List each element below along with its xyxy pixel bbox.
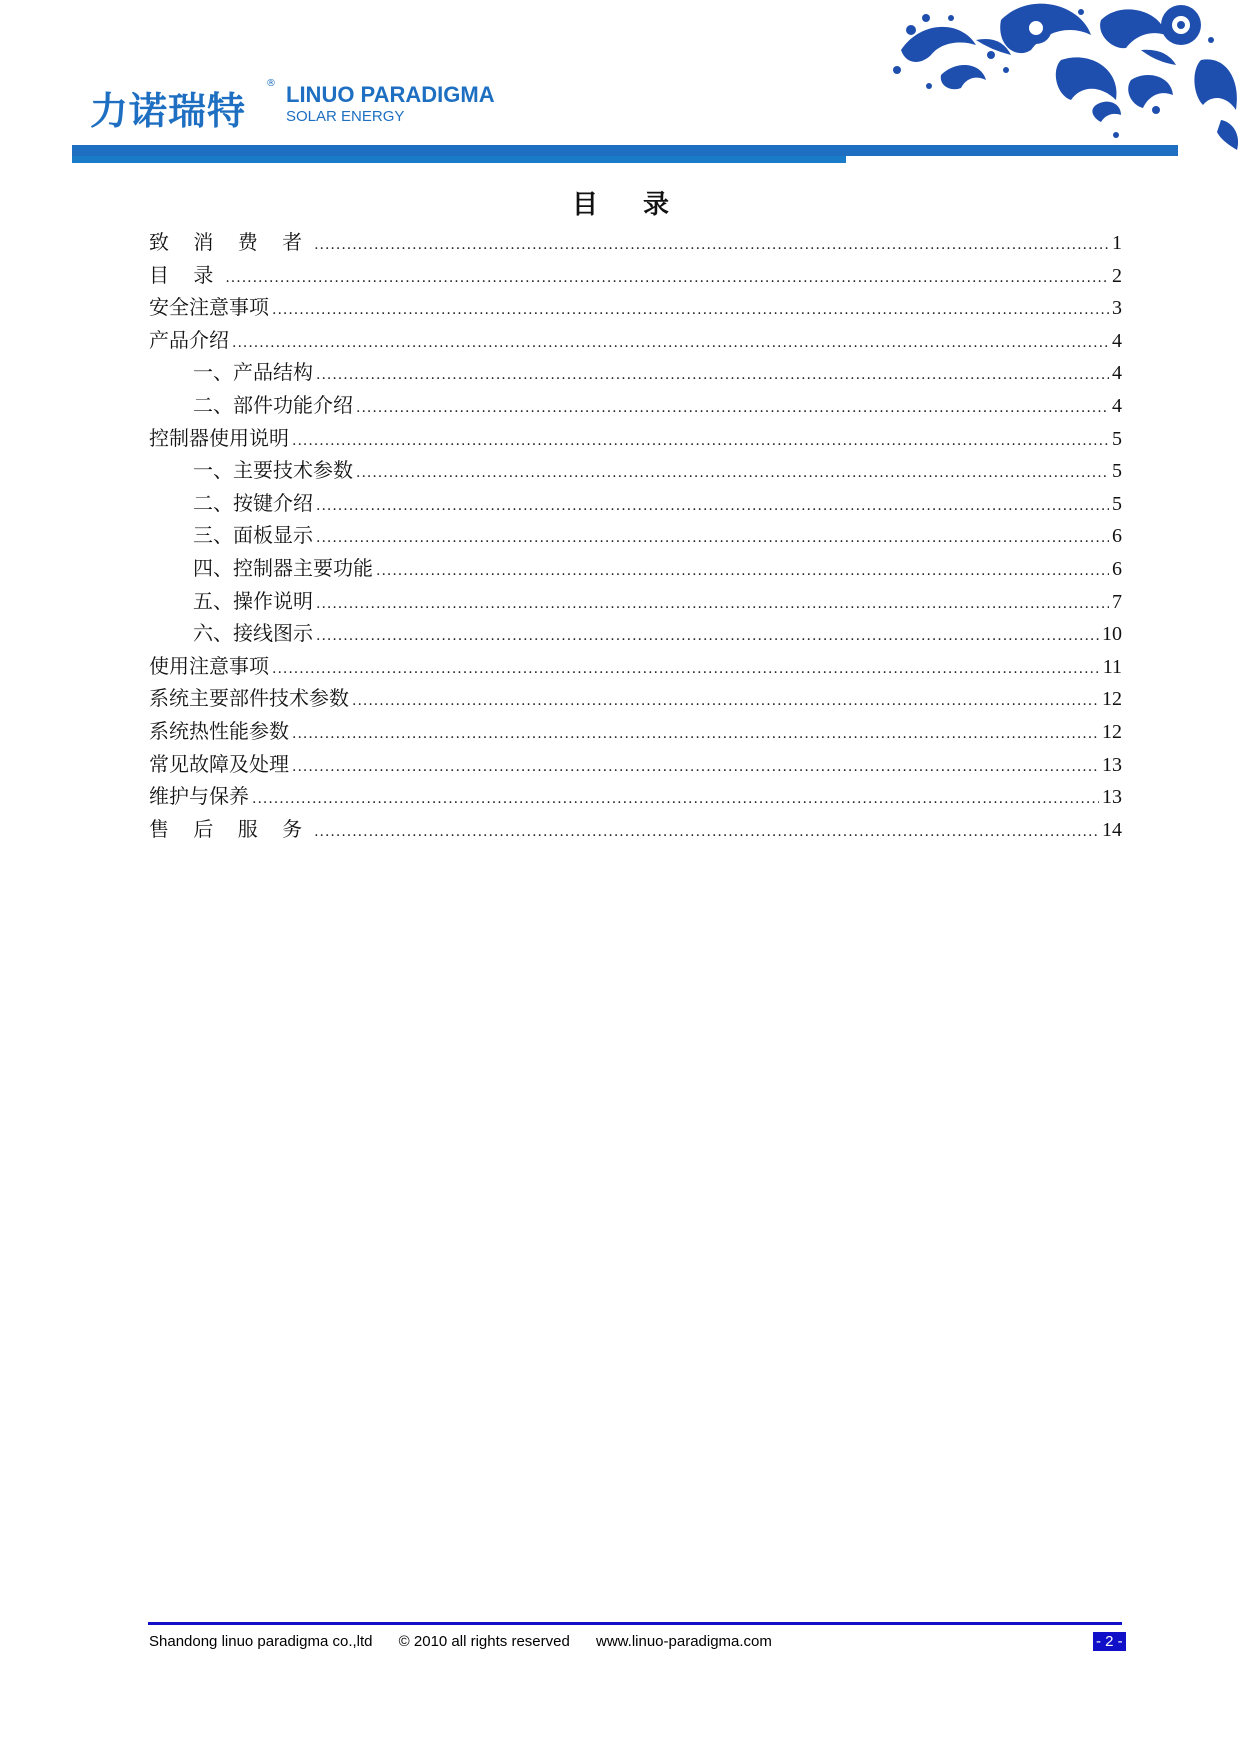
toc-leader-dots	[376, 563, 1109, 579]
toc-entry-page: 5	[1112, 427, 1122, 450]
toc-subentry[interactable]	[149, 487, 1122, 520]
toc-leader-dots	[292, 726, 1099, 742]
toc-subentry[interactable]	[149, 617, 1122, 650]
toc-entry[interactable]	[149, 226, 1122, 259]
toc-entry-label: 六、接线图示	[193, 621, 313, 646]
toc-entry-label: 五、操作说明	[193, 588, 313, 613]
toc-entry-page: 5	[1112, 460, 1122, 483]
toc-entry-label: 一、主要技术参数	[193, 458, 353, 483]
toc-entry-page: 10	[1102, 623, 1122, 646]
toc-entry-page: 4	[1112, 329, 1122, 352]
toc-entry-page: 12	[1102, 688, 1122, 711]
toc-leader-dots	[316, 628, 1099, 644]
toc-leader-dots	[252, 791, 1099, 807]
floral-ornament-icon	[881, 0, 1241, 160]
toc-entry-label: 控制器使用说明	[149, 425, 289, 450]
toc-leader-dots	[225, 270, 1109, 286]
toc-entry-label: 产品介绍	[149, 327, 229, 352]
toc-entry-label: 安全注意事项	[149, 295, 269, 320]
toc-leader-dots	[314, 824, 1099, 840]
footer	[149, 1633, 794, 1650]
footer-copyright: © 2010 all rights reserved	[398, 1633, 570, 1650]
toc-subentry[interactable]	[149, 454, 1122, 487]
toc-entry-page: 1	[1112, 232, 1122, 254]
page-number-badge: - 2 -	[1093, 1632, 1126, 1651]
toc-leader-dots	[232, 335, 1109, 351]
table-of-contents	[149, 226, 1122, 845]
toc-leader-dots	[292, 433, 1109, 449]
toc-entry-label: 二、部件功能介绍	[193, 392, 353, 417]
toc-entry[interactable]	[149, 715, 1122, 748]
toc-entry-page: 3	[1112, 297, 1122, 320]
toc-leader-dots	[314, 237, 1109, 253]
toc-subentry[interactable]	[149, 585, 1122, 618]
toc-leader-dots	[316, 530, 1109, 546]
toc-leader-dots	[356, 465, 1109, 481]
toc-subentry[interactable]	[149, 519, 1122, 552]
toc-entry-page: 7	[1112, 590, 1122, 613]
toc-entry[interactable]	[149, 422, 1122, 455]
toc-entry[interactable]	[149, 682, 1122, 715]
footer-website[interactable]: www.linuo-paradigma.com	[595, 1633, 772, 1650]
toc-entry-page: 2	[1112, 264, 1122, 287]
toc-entry[interactable]	[149, 748, 1122, 781]
toc-entry-label: 目 录	[149, 262, 223, 287]
toc-leader-dots	[316, 498, 1109, 514]
toc-entry-page: 13	[1102, 786, 1122, 809]
toc-leader-dots	[272, 302, 1109, 318]
header-bar	[72, 145, 1178, 156]
toc-entry[interactable]	[149, 259, 1122, 292]
toc-entry-page: 5	[1112, 492, 1122, 515]
toc-entry-label: 常见故障及处理	[149, 751, 289, 776]
toc-entry-page: 14	[1102, 818, 1122, 841]
toc-entry-page: 6	[1112, 557, 1122, 580]
toc-entry-page: 11	[1102, 655, 1122, 678]
logo-chinese-name: 力诺瑞特	[90, 89, 247, 133]
toc-leader-dots	[292, 759, 1099, 775]
toc-subentry[interactable]	[149, 389, 1122, 422]
toc-subentry[interactable]	[149, 552, 1122, 585]
toc-leader-dots	[272, 661, 1100, 677]
toc-entry-page: 4	[1112, 362, 1122, 385]
toc-entry-label: 致 消 费 者	[149, 230, 312, 254]
toc-leader-dots	[316, 367, 1109, 383]
toc-entry[interactable]	[149, 291, 1122, 324]
toc-entry-label: 一、产品结构	[193, 360, 313, 385]
toc-entry-label: 三、面板显示	[193, 523, 313, 548]
toc-entry[interactable]	[149, 650, 1122, 683]
toc-entry-label: 系统主要部件技术参数	[149, 686, 349, 711]
toc-entry-page: 12	[1102, 720, 1122, 743]
toc-leader-dots	[352, 693, 1099, 709]
toc-entry-label: 维护与保养	[149, 784, 249, 809]
logo-english-name: LINUO PARADIGMA	[286, 82, 495, 107]
toc-entry-page: 13	[1102, 753, 1122, 776]
toc-title: 目 录	[571, 190, 688, 220]
header-subbar	[72, 156, 846, 163]
footer-company: Shandong linuo paradigma co.,ltd	[149, 1633, 373, 1650]
registered-mark: ®	[266, 78, 276, 89]
toc-entry[interactable]	[149, 813, 1122, 846]
toc-entry[interactable]	[149, 780, 1122, 813]
footer-divider	[148, 1622, 1122, 1625]
toc-leader-dots	[356, 400, 1109, 416]
logo-tagline: SOLAR ENERGY	[286, 108, 405, 125]
toc-entry[interactable]	[149, 324, 1122, 357]
toc-entry-page: 6	[1112, 525, 1122, 548]
toc-entry-label: 售 后 服 务	[149, 816, 312, 841]
toc-entry-label: 二、按键介绍	[193, 490, 313, 515]
toc-entry-label: 四、控制器主要功能	[193, 555, 373, 580]
toc-leader-dots	[316, 596, 1109, 612]
toc-entry-page: 4	[1112, 394, 1122, 417]
toc-subentry[interactable]	[149, 356, 1122, 389]
toc-entry-label: 系统热性能参数	[149, 718, 289, 743]
toc-entry-label: 使用注意事项	[149, 653, 269, 678]
